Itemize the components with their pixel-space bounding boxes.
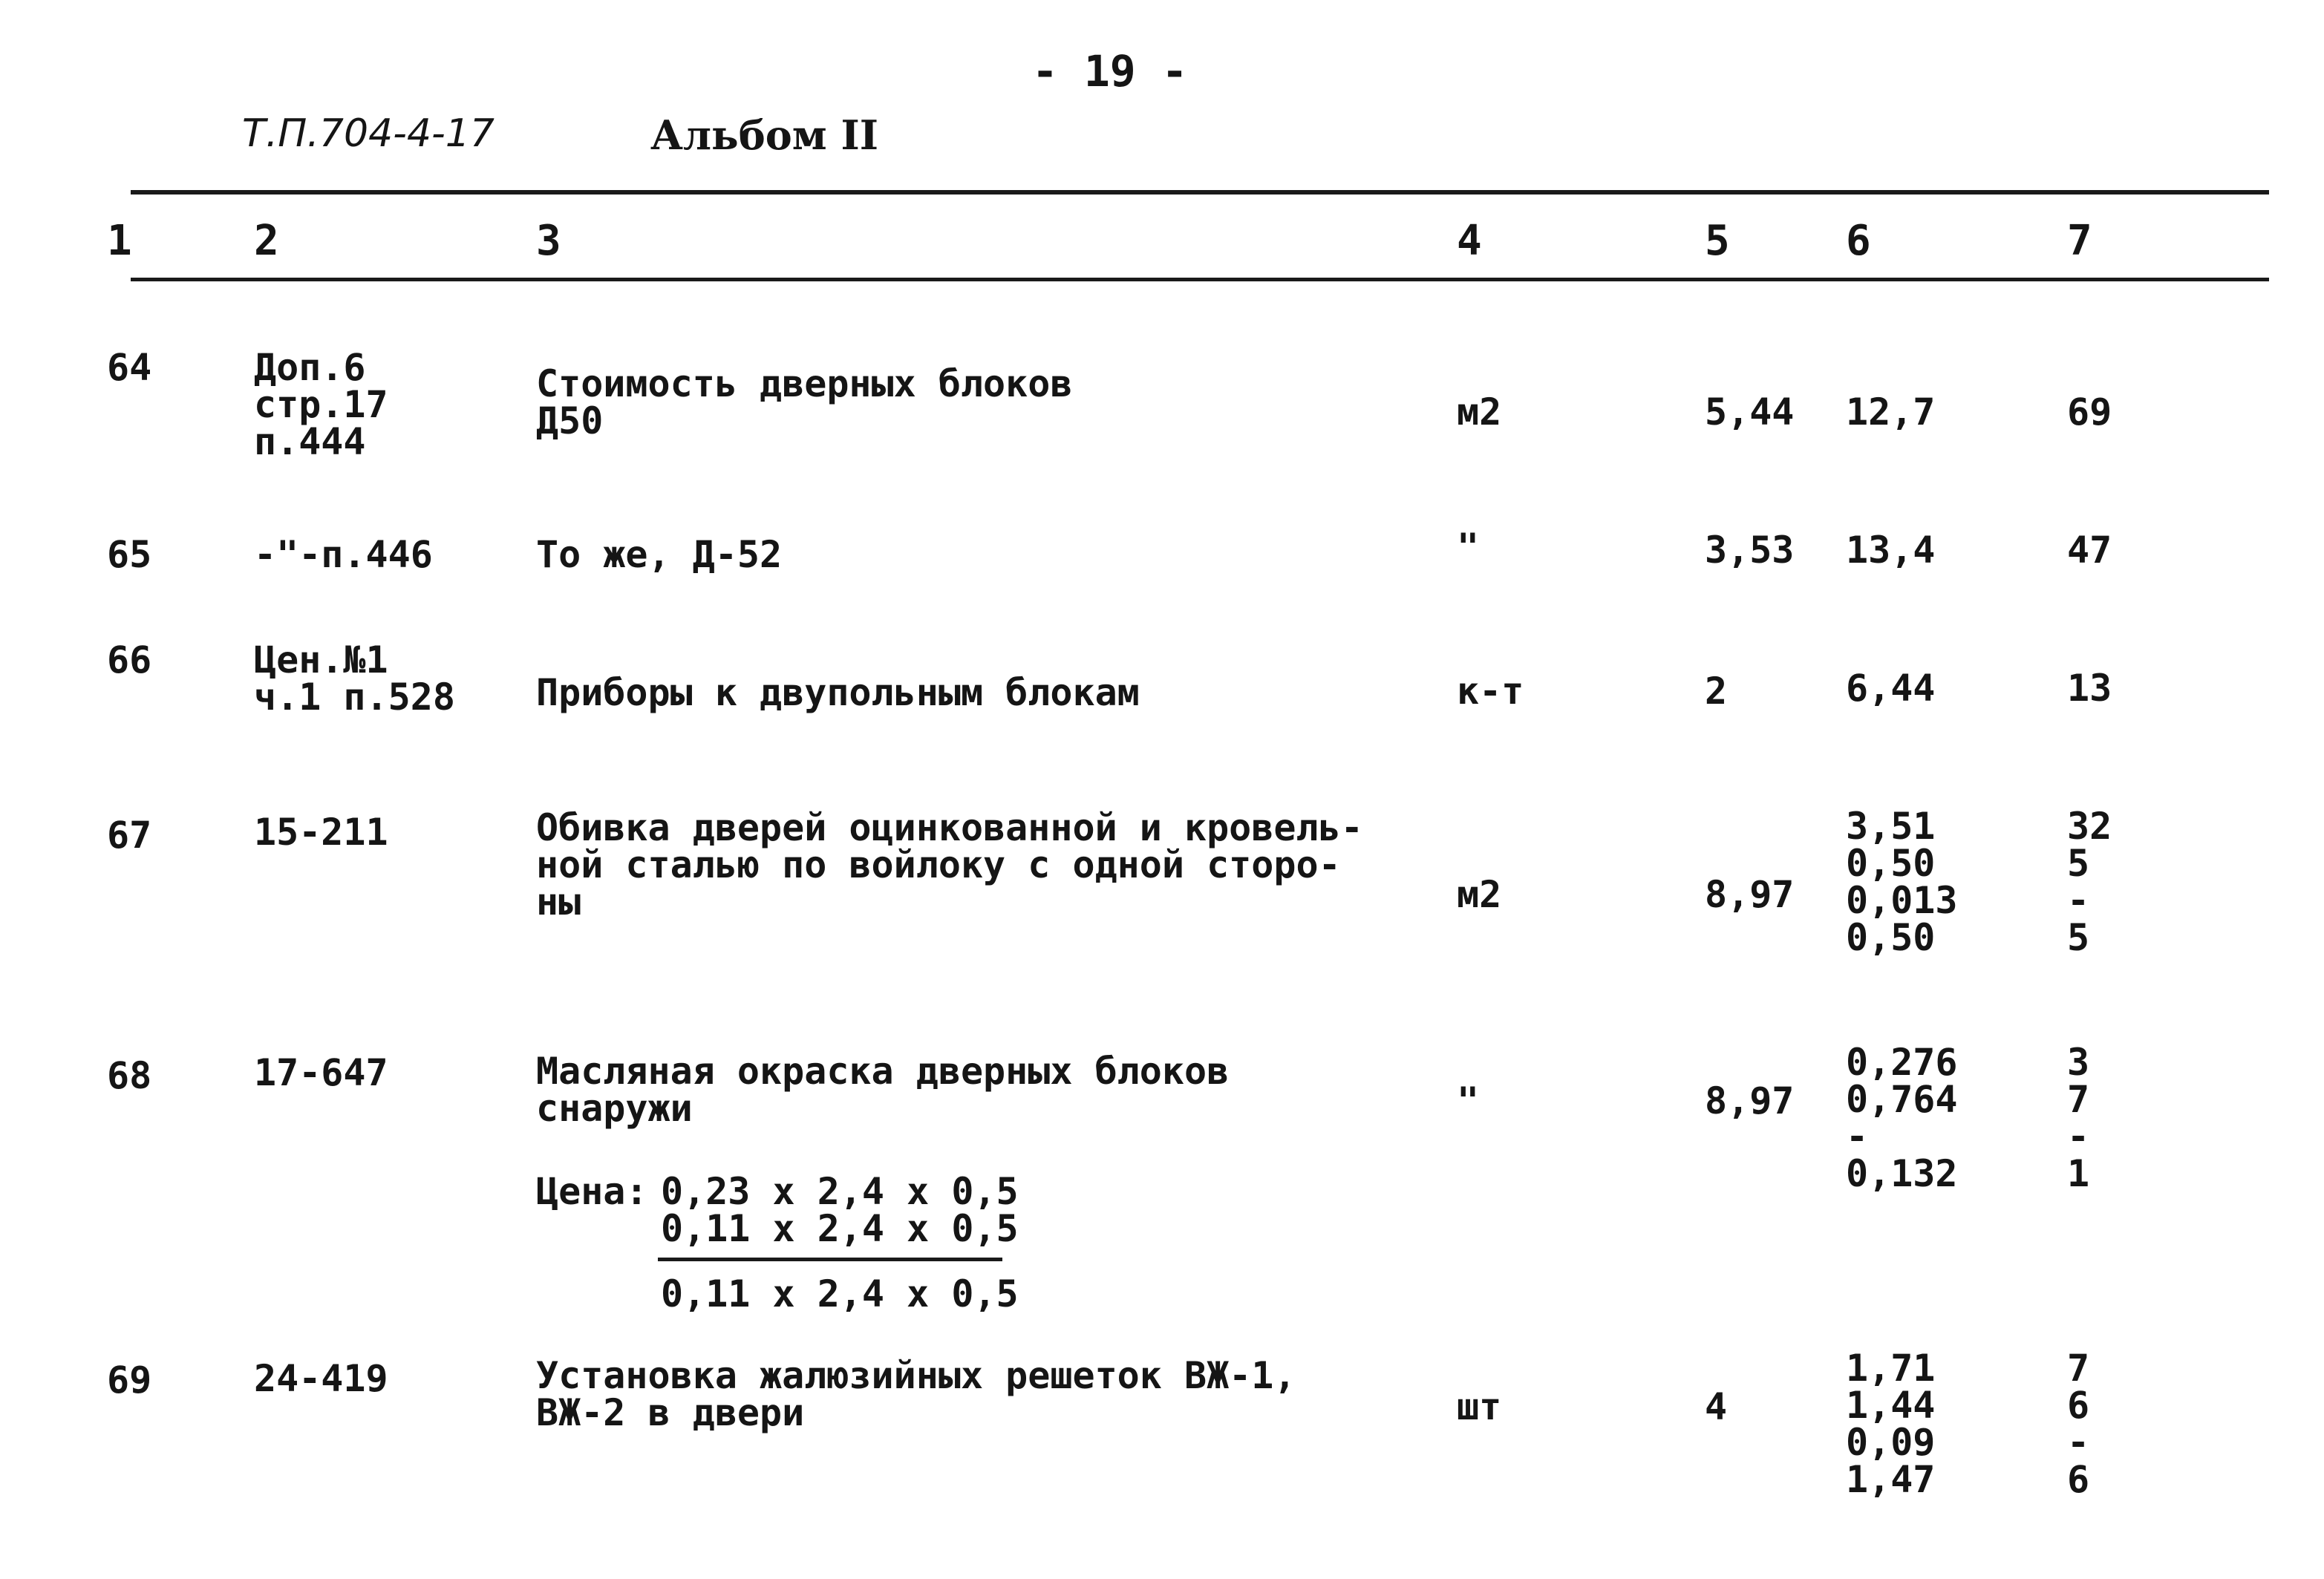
col-header-7: 7 [2067,217,2092,265]
price-line: - [1846,1115,1869,1158]
price-line: 0,132 [1846,1152,1958,1195]
row-description [536,806,1363,923]
description-line: снаружи [536,1087,693,1130]
description-line: Установка жалюзийных решеток ВЖ-1, [536,1354,1296,1397]
calc-lines [661,1170,1019,1250]
row-qty: 4 [1705,1385,1728,1428]
price-line: 1,47 [1846,1458,1936,1501]
price-line: 13,4 [1846,529,1936,572]
row-number: 67 [107,814,152,857]
description-line: Стоимость дверных блоков [536,362,1073,405]
price-line: 0,09 [1846,1421,1936,1464]
row-qty: 8,97 [1705,1079,1795,1122]
row-price [1846,1041,1958,1195]
total-line: 32 [2067,805,2112,848]
basis-line: 17-647 [254,1051,388,1094]
description-line: Приборы к двупольным блокам [536,671,1140,714]
album-label: Альбом II [650,111,878,159]
description-line: ной сталью по войлоку с одной сторо- [536,843,1341,886]
total-line: 1 [2067,1152,2090,1195]
page-number: - 19 - [1032,46,1188,97]
basis-line: стр.17 [254,383,388,426]
price-line: 0,50 [1846,916,1936,959]
col-header-2: 2 [254,217,279,265]
col-header-3: 3 [536,217,561,265]
row-description [536,533,783,576]
total-line: 5 [2067,916,2090,959]
row-price [1846,529,1936,572]
total-line: 6 [2067,1384,2090,1427]
header-rule [131,278,2269,281]
row-description [536,1354,1296,1434]
row-total [2067,1041,2090,1195]
description-line: ны [536,880,581,923]
row-description [536,671,1140,714]
price-line: 0,013 [1846,879,1958,922]
total-line: - [2067,1421,2090,1464]
total-line: 3 [2067,1041,2090,1084]
price-line: 6,44 [1846,667,1936,710]
project-reference: Т.П.704-4-17 [242,111,494,156]
total-line: 69 [2067,390,2112,434]
row-basis [254,346,388,463]
row-unit: к-т [1457,670,1524,713]
row-price [1846,1347,1936,1501]
description-line: То же, Д-52 [536,533,783,576]
row-basis [254,1357,388,1400]
row-description [536,362,1073,442]
total-line: 7 [2067,1078,2090,1121]
row-price [1846,805,1958,959]
row-total [2067,529,2112,572]
row-total [2067,805,2112,959]
col-header-4: 4 [1457,217,1482,265]
price-line: 12,7 [1846,390,1936,434]
description-line: Масляная окраска дверных блоков [536,1050,1230,1093]
row-number: 65 [107,533,152,576]
price-line: 3,51 [1846,805,1936,848]
row-qty: 5,44 [1705,390,1795,434]
calc-line-text: 0,11 х 2,4 х 0,5 [661,1207,1019,1250]
fraction-line [658,1258,1002,1261]
price-line: 0,50 [1846,842,1936,885]
row-unit: м2 [1457,390,1502,434]
row-basis [254,811,388,854]
total-line: 5 [2067,842,2090,885]
basis-line: Цен.№1 [254,638,388,681]
row-number: 68 [107,1054,152,1097]
price-line: 0,764 [1846,1078,1958,1121]
col-header-6: 6 [1846,217,1871,265]
row-qty: 3,53 [1705,529,1795,572]
row-description [536,1050,1230,1130]
total-line: - [2067,1115,2090,1158]
col-header-5: 5 [1705,217,1730,265]
row-qty: 2 [1705,670,1728,713]
description-line: Д50 [536,399,604,442]
total-line: 7 [2067,1347,2090,1390]
row-unit: " [1457,1079,1480,1122]
row-qty: 8,97 [1705,873,1795,916]
row-total [2067,667,2112,710]
calc-label: Цена: [536,1170,648,1213]
row-unit: шт [1457,1385,1502,1428]
basis-line: п.444 [254,420,366,463]
row-number: 69 [107,1359,152,1402]
basis-line: 24-419 [254,1357,388,1400]
row-number: 66 [107,638,152,681]
row-basis [254,533,433,576]
row-price [1846,390,1936,434]
calc-line-text: 0,23 х 2,4 х 0,5 [661,1170,1019,1213]
description-line: Обивка дверей оцинкованной и кровель- [536,806,1363,849]
row-unit: " [1457,526,1480,569]
row-unit: м2 [1457,873,1502,916]
total-line: - [2067,879,2090,922]
description-line: ВЖ-2 в двери [536,1391,805,1434]
row-number: 64 [107,346,152,389]
row-basis [254,638,455,719]
basis-line: Доп.6 [254,346,366,389]
col-header-1: 1 [107,217,132,265]
row-price [1846,667,1936,710]
total-line: 13 [2067,667,2112,710]
price-line: 0,276 [1846,1041,1958,1084]
total-line: 6 [2067,1458,2090,1501]
price-line: 1,44 [1846,1384,1936,1427]
top-rule [131,190,2269,194]
row-basis [254,1051,388,1094]
calc-result: 0,11 х 2,4 х 0,5 [661,1272,1019,1315]
row-total [2067,390,2112,434]
row-total [2067,1347,2090,1501]
total-line: 47 [2067,529,2112,572]
basis-line: 15-211 [254,811,388,854]
price-line: 1,71 [1846,1347,1936,1390]
basis-line: -"-п.446 [254,533,433,576]
basis-line: ч.1 п.528 [254,676,455,719]
